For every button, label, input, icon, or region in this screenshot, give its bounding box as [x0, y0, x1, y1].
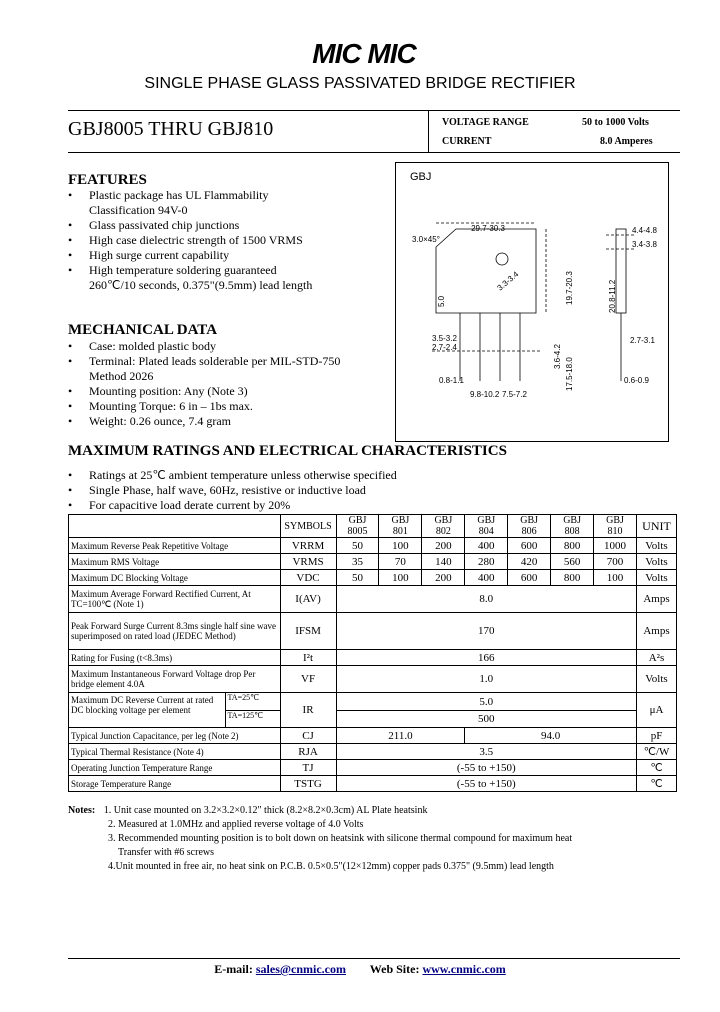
diagram-label: GBJ: [410, 171, 432, 183]
company-logo: [290, 38, 438, 68]
part-column-header: GBJ 802: [422, 515, 465, 538]
package-outline-diagram: [395, 162, 669, 442]
table-row: Typical Junction Capacitance, per leg (Note 2) CJ 211.0 94.0 pF: [69, 728, 677, 744]
feature-item: 260℃/10 seconds, 0.375"(9.5mm) lead length: [89, 278, 313, 292]
current-value: 8.0 Amperes: [600, 136, 653, 147]
part-column-header: GBJ 806: [508, 515, 551, 538]
dim-label: 20.8-11.2: [608, 279, 617, 313]
mechanical-item: Method 2026: [89, 369, 154, 383]
table-corner-cell: [69, 515, 281, 538]
notes-block: [68, 804, 668, 874]
top-rule: [68, 110, 680, 111]
feature-item: • High temperature soldering guaranteed: [68, 263, 312, 278]
symbols-header: SYMBOLS: [280, 515, 336, 538]
dim-label: 9.8-10.2: [470, 390, 500, 399]
dim-label: 7.5-7.2: [502, 390, 527, 399]
email-label: E-mail:: [214, 962, 253, 976]
package-front-body: [436, 229, 536, 313]
part-column-header: GBJ 804: [465, 515, 508, 538]
notes-label: Notes:: [68, 805, 96, 816]
dim-label: 29.7-30.3: [471, 224, 505, 233]
package-drawing: [396, 163, 668, 441]
table-row: Typical Thermal Resistance (Note 4) RJA 3.5 ℃/W: [69, 744, 677, 760]
table-row: Maximum RMS Voltage VRMS 35 70 140 280 420 560 700 Volts: [69, 554, 677, 570]
mechanical-item: • Weight: 0.26 ounce, 7.4 gram: [68, 414, 340, 429]
ratings-title: MAXIMUM RATINGS AND ELECTRICAL CHARACTERISTICS: [68, 443, 507, 459]
dim-label: 5.0: [437, 295, 446, 307]
mechanical-item: • Terminal: Plated leads solderable per MIL-STD-750: [68, 354, 340, 369]
features-title: FEATURES: [68, 172, 147, 188]
part-column-header: GBJ 808: [551, 515, 594, 538]
table-row: Maximum DC Reverse Current at rated DC blocking voltage per element TA=25℃ TA=125℃ IR 5.0 500 μA: [69, 693, 677, 728]
package-side-body: [616, 229, 626, 313]
dim-label: 3.5-3.2: [432, 334, 457, 343]
table-row: Maximum Instantaneous Forward Voltage drop Per bridge element 4.0A VF 1.0 Volts: [69, 666, 677, 693]
mechanical-title: MECHANICAL DATA: [68, 322, 218, 338]
part-column-header: GBJ 810: [594, 515, 637, 538]
features-list: [68, 188, 312, 293]
table-row: Peak Forward Surge Current 8.3ms single half sine wave superimposed on rated load (JEDEC Method) IFSM 170 Amps: [69, 613, 677, 650]
table-row: Maximum Average Forward Rectified Current, At TC=100℃ (Note 1) I(AV) 8.0 Amps: [69, 586, 677, 613]
note-item: Transfer with #6 screws: [118, 847, 215, 858]
header-rule: [68, 152, 680, 153]
footer-rule: [68, 958, 680, 959]
dim-label: 17.5-18.0: [565, 357, 574, 391]
feature-item: • High case dielectric strength of 1500 VRMS: [68, 233, 312, 248]
condition-item: • Ratings at 25℃ ambient temperature unless otherwise specified: [68, 468, 397, 483]
dim-label: 0.8-1.1: [439, 376, 464, 385]
document-subtitle: SINGLE PHASE GLASS PASSIVATED BRIDGE RECTIFIER: [144, 75, 576, 92]
header-divider: [428, 110, 429, 152]
dim-label: 3.3-3.4: [495, 269, 521, 293]
voltage-range-value: 50 to 1000 Volts: [582, 117, 649, 128]
voltage-range-label: VOLTAGE RANGE: [442, 117, 529, 128]
mechanical-item: • Mounting Torque: 6 in – 1bs max.: [68, 399, 340, 414]
feature-item: • High surge current capability: [68, 248, 312, 263]
dim-label: 4.4-4.8: [632, 226, 657, 235]
dim-label: 2.7-3.1: [630, 336, 655, 345]
email-link[interactable]: sales@cnmic.com: [255, 962, 346, 976]
part-column-header: GBJ 801: [379, 515, 422, 538]
feature-item: Classification 94V-0: [89, 203, 188, 217]
condition-item: • Single Phase, half wave, 60Hz, resistive or inductive load: [68, 483, 397, 498]
logo-text: MIC MIC: [312, 38, 416, 68]
feature-item: • Glass passivated chip junctions: [68, 218, 312, 233]
mechanical-item: • Case: molded plastic body: [68, 339, 340, 354]
mechanical-list: [68, 339, 340, 429]
dim-label: 2.7-2.4: [432, 343, 457, 352]
table-row: Maximum DC Blocking Voltage VDC 50 100 200 400 600 800 100 Volts: [69, 570, 677, 586]
ratings-conditions: [68, 468, 397, 513]
table-header-row: [69, 515, 677, 538]
dim-label: 3.0×45°: [412, 235, 440, 244]
note-item: 4.Unit mounted in free air, no heat sink on P.C.B. 0.5×0.5"(12×12mm) copper pads 0.375" (9.5mm) lead length: [108, 861, 554, 872]
table-row: Maximum Reverse Peak Repetitive Voltage VRRM 50 100 200 400 600 800 1000 Volts: [69, 538, 677, 554]
website-link[interactable]: www.cnmic.com: [422, 962, 506, 976]
dim-label: 0.6-0.9: [624, 376, 649, 385]
note-item: 1. Unit case mounted on 3.2×3.2×0.12" thick (8.2×8.2×0.3cm) AL Plate heatsink: [103, 805, 428, 816]
dim-label: 19.7-20.3: [565, 271, 574, 305]
mounting-hole: [496, 253, 508, 265]
ratings-table: [68, 514, 677, 792]
note-item: 3. Recommended mounting position is to bolt down on heatsink with silicone thermal compound for maximum heat: [108, 833, 573, 844]
table-row: Operating Junction Temperature Range TJ (-55 to +150) ℃: [69, 760, 677, 776]
condition-item: • For capacitive load derate current by 20%: [68, 498, 397, 513]
unit-header: UNIT: [637, 515, 677, 538]
table-row: Storage Temperature Range TSTG (-55 to +150) ℃: [69, 776, 677, 792]
mechanical-item: • Mounting position: Any (Note 3): [68, 384, 340, 399]
note-item: 2. Measured at 1.0MHz and applied reverse voltage of 4.0 Volts: [108, 819, 364, 830]
table-row: Rating for Fusing (t<8.3ms) I²t 166 A²s: [69, 650, 677, 666]
dim-label: 3.4-3.8: [632, 240, 657, 249]
feature-item: • Plastic package has UL Flammability: [68, 188, 312, 203]
part-column-header: GBJ 8005: [336, 515, 379, 538]
footer: [0, 962, 720, 977]
part-number-range: GBJ8005 THRU GBJ810: [68, 118, 274, 140]
current-label: CURRENT: [442, 136, 492, 147]
website-label: Web Site:: [369, 962, 420, 976]
dim-label: 3.6-4.2: [553, 344, 562, 369]
